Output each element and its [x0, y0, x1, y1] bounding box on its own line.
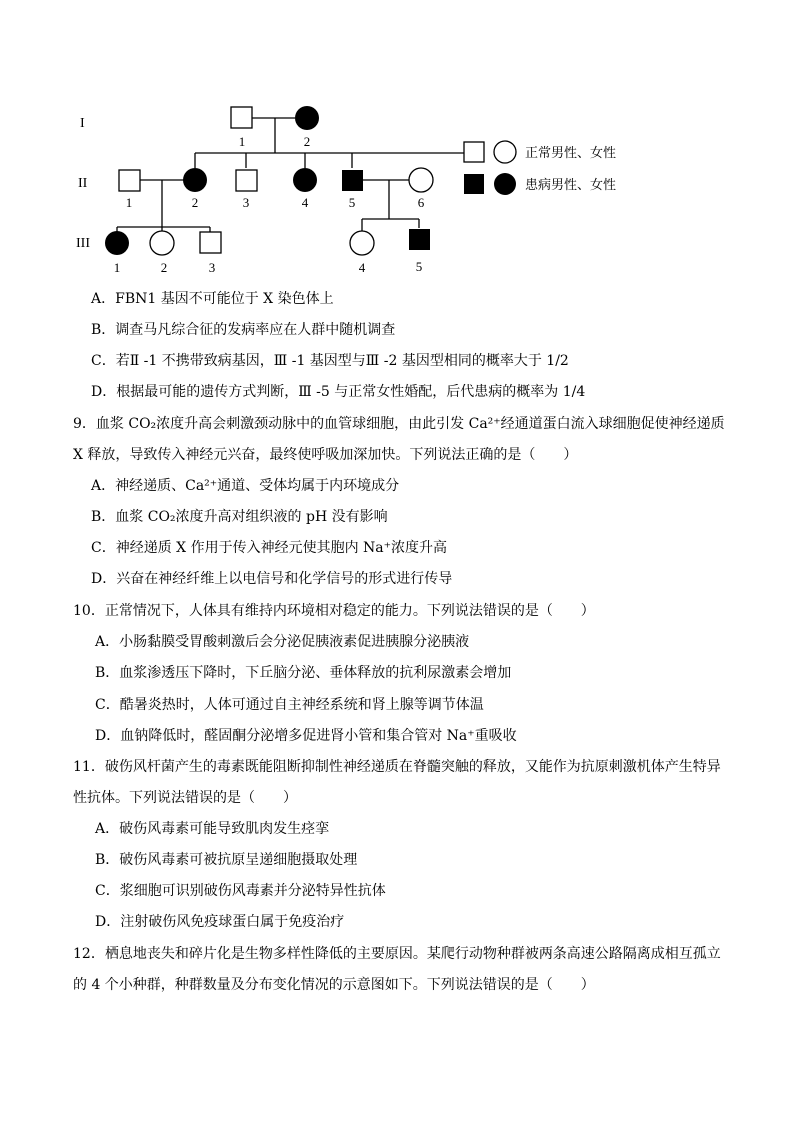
II6-normal-female [409, 168, 433, 192]
q8-option-d: D．根据最可能的遗传方式判断，Ⅲ -5 与正常女性婚配，后代患病的概率为 1/4 [91, 384, 586, 400]
III5-affected-male [409, 229, 430, 250]
q9-option-d: D．兴奋在神经纤维上以电信号和化学信号的形式进行传导 [91, 571, 453, 587]
pedigree-diagram [60, 95, 740, 285]
q9-option-a: A．神经递质、Ca²⁺通道、受体均属于内环境成分 [91, 478, 400, 494]
label-II5: 5 [348, 195, 356, 210]
q11-option-d: D．注射破伤风免疫球蛋白属于免疫治疗 [95, 914, 345, 930]
gen-label-I: I [80, 116, 85, 131]
label-II1: 1 [125, 195, 133, 210]
II2-affected-female [183, 168, 207, 192]
III2-normal-female [150, 231, 174, 255]
legend-affected-text: 患病男性、女性 [525, 178, 617, 193]
II3-normal-male [236, 170, 257, 191]
II5-affected-male [342, 170, 363, 191]
label-II6: 6 [417, 195, 425, 210]
q9-option-c: C．神经递质 X 作用于传入神经元使其胞内 Na⁺浓度升高 [91, 540, 448, 556]
label-III1: 1 [113, 260, 121, 275]
label-III2: 2 [160, 260, 168, 275]
q9-stem-line2: X 释放，导致传入神经元兴奋，最终使呼吸加深加快。下列说法正确的是（ ） [73, 447, 578, 463]
legend-normal-female-icon [494, 141, 516, 163]
label-III5: 5 [415, 259, 423, 274]
legend-affected-male-icon [464, 174, 484, 194]
label-I1: 1 [238, 134, 246, 149]
q9-stem-line1: 9．血浆 CO₂浓度升高会刺激颈动脉中的血管球细胞，由此引发 Ca²⁺经通道蛋白流入球细胞促使神经递质 [73, 416, 725, 432]
q10-option-d: D．血钠降低时，醛固酮分泌增多促进肾小管和集合管对 Na⁺重吸收 [95, 728, 517, 744]
q8-option-a: A．FBN1 基因不可能位于 X 染色体上 [91, 291, 334, 307]
q11-option-b: B．破伤风毒素可被抗原呈递细胞摄取处理 [95, 852, 358, 868]
q9-option-b: B．血浆 CO₂浓度升高对组织液的 pH 没有影响 [91, 509, 388, 525]
q8-option-c: C．若Ⅱ -1 不携带致病基因，Ⅲ -1 基因型与Ⅲ -2 基因型相同的概率大于 1/2 [91, 353, 569, 369]
q10-stem: 10．正常情况下，人体具有维持内环境相对稳定的能力。下列说法错误的是（ ） [73, 603, 595, 619]
legend-normal-male-icon [464, 142, 484, 162]
gen-label-II: II [78, 176, 88, 191]
label-II4: 4 [301, 195, 309, 210]
q12-stem-line2: 的 4 个小种群，种群数量及分布变化情况的示意图如下。下列说法错误的是（ ） [73, 977, 595, 993]
label-II2: 2 [191, 195, 199, 210]
q10-option-c: C．酷暑炎热时，人体可通过自主神经系统和肾上腺等调节体温 [95, 697, 484, 713]
q12-stem-line1: 12．栖息地丧失和碎片化是生物多样性降低的主要原因。某爬行动物种群被两条高速公路隔离成相互孤立 [73, 946, 721, 962]
I1-normal-male [231, 107, 252, 128]
label-III3: 3 [208, 260, 216, 275]
II1-normal-male [119, 170, 140, 191]
legend-normal-text: 正常男性、女性 [525, 146, 617, 161]
I2-affected-female [295, 106, 319, 130]
III1-affected-female [105, 231, 129, 255]
label-II3: 3 [242, 195, 250, 210]
gen-label-III: III [76, 236, 90, 251]
q11-option-c: C．浆细胞可识别破伤风毒素并分泌特异性抗体 [95, 883, 386, 899]
legend-affected-female-icon [494, 173, 516, 195]
q8-option-b: B．调查马凡综合征的发病率应在人群中随机调查 [91, 322, 396, 338]
q10-option-b: B．血浆渗透压下降时，下丘脑分泌、垂体释放的抗利尿激素会增加 [95, 665, 512, 681]
q10-option-a: A．小肠黏膜受胃酸刺激后会分泌促胰液素促进胰腺分泌胰液 [95, 634, 470, 650]
q11-stem-line2: 性抗体。下列说法错误的是（ ） [73, 790, 297, 806]
III4-normal-female [350, 231, 374, 255]
II4-affected-female [293, 168, 317, 192]
q11-option-a: A．破伤风毒素可能导致肌肉发生痉挛 [95, 821, 330, 837]
label-III4: 4 [358, 260, 366, 275]
q11-stem-line1: 11．破伤风杆菌产生的毒素既能阻断抑制性神经递质在脊髓突触的释放，又能作为抗原刺激机体产生特异 [73, 759, 721, 775]
label-I2: 2 [303, 134, 311, 149]
III3-normal-male [200, 232, 221, 253]
